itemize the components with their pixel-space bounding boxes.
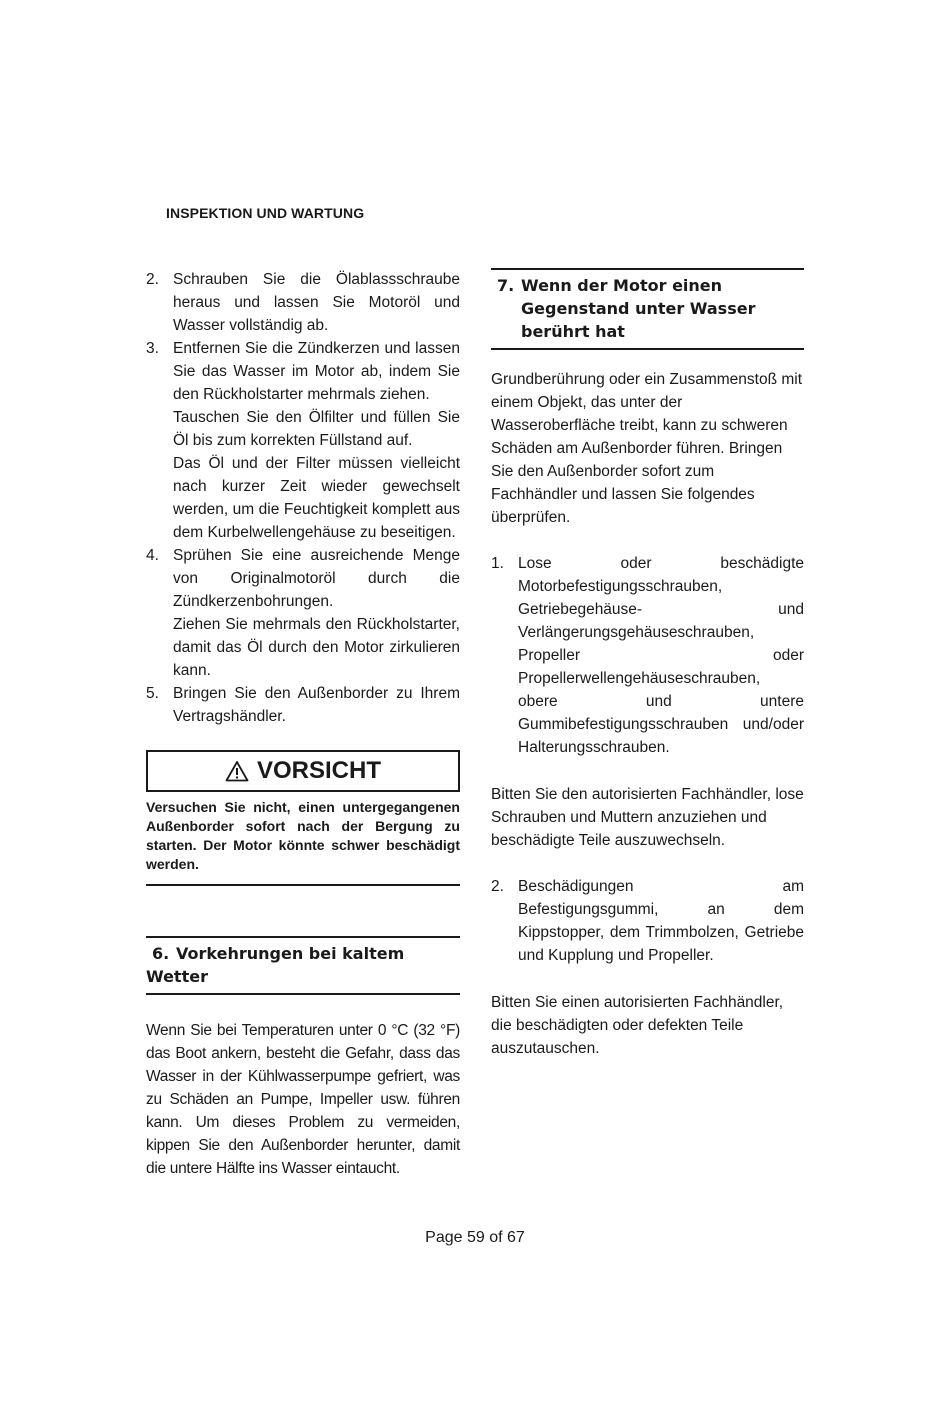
section-6-text: Wenn Sie bei Temperaturen unter 0 °C (32 °F) das Boot ankern, besteht die Gefahr, dass das Wasser in der Kühlwasserpumpe gefriert, was zu Schäden an Pumpe, Impeller usw. führen kann. Um dieses Problem zu vermeiden, kippen Sie den Außenborder herunter, damit die untere Hälfte ins Wasser eintaucht.	[146, 1022, 460, 1177]
right-column	[491, 268, 804, 1060]
list-item	[146, 268, 460, 337]
item-number: 2.	[491, 878, 504, 895]
caution-label: VORSICHT	[256, 757, 381, 784]
step-text: Entfernen Sie die Zündkerzen und lassen Sie das Wasser im Motor ab, indem Sie den Rückholstarter mehrmals ziehen.	[173, 340, 460, 403]
section-number: 7.	[497, 276, 515, 295]
section-number: 6.	[152, 944, 170, 963]
step-text: Das Öl und der Filter müssen vielleicht nach kurzer Zeit wieder gewechselt werden, um die Feuchtigkeit komplett aus dem Kurbelwellengehäuse zu beseitigen.	[173, 455, 460, 541]
left-column	[146, 268, 460, 1180]
section-7-heading	[491, 268, 804, 350]
item-text: Beschädigungen am Befestigungsgummi, an dem Kippstopper, dem Trimmbolzen, Getriebe und Kupplung und Propeller.	[518, 878, 804, 964]
list-item	[146, 337, 460, 544]
step-number: 2.	[146, 271, 159, 288]
list-item	[491, 875, 804, 967]
item-number: 1.	[491, 555, 504, 572]
list-item	[491, 552, 804, 759]
check-list	[491, 552, 804, 759]
step-list	[146, 268, 460, 728]
step-text: Ziehen Sie mehrmals den Rückholstarter, damit das Öl durch den Motor zirkulieren kann.	[173, 616, 460, 679]
running-header: INSPEKTION UND WARTUNG	[166, 205, 365, 221]
section-7-intro: Grundberührung oder ein Zusammenstoß mit einem Objekt, das unter der Wasseroberfläche treibt, kann zu schweren Schäden am Außenborder führen. Bringen Sie den Außenborder sofort zum Fachhändler und lassen Sie folgendes überprüfen.	[491, 371, 803, 526]
step-number: 3.	[146, 340, 159, 357]
step-text: Sprühen Sie eine ausreichende Menge von Originalmotoröl durch die Zündkerzenbohrungen.	[173, 547, 460, 610]
step-number: 4.	[146, 547, 159, 564]
step-number: 5.	[146, 685, 159, 702]
note-text: Bitten Sie einen autorisierten Fachhändler, die beschädigten oder defekten Teile auszutauschen.	[491, 994, 784, 1057]
list-item	[146, 682, 460, 728]
step-text: Schrauben Sie die Ölablassschraube heraus und lassen Sie Motoröl und Wasser vollständig ab.	[173, 271, 460, 334]
caution-text: Versuchen Sie nicht, einen untergegangenen Außenborder sofort nach der Bergung zu starten. Der Motor könnte schwer beschädigt werden.	[146, 798, 460, 886]
page-number: Page 59 of 67	[425, 1229, 525, 1246]
section-6-heading	[146, 936, 460, 995]
list-item	[146, 544, 460, 682]
item-text: Lose oder beschädigte Motorbefestigungsschrauben, Getriebegehäuse- und Verlängerungsgehäuseschrauben, Propeller oder Propellerwellengehäuseschrauben, obere und untere Gummibefestigungsschrauben und/oder Halterungsschrauben.	[518, 555, 804, 756]
caution-box	[146, 750, 460, 792]
warning-triangle-icon	[225, 760, 249, 782]
section-title: Wenn der Motor einen Gegenstand unter Wasser berührt hat	[521, 276, 756, 341]
check-list	[491, 875, 804, 967]
step-text: Tauschen Sie den Ölfilter und füllen Sie Öl bis zum korrekten Füllstand auf.	[173, 409, 460, 449]
step-text: Bringen Sie den Außenborder zu Ihrem Vertragshändler.	[173, 685, 460, 725]
section-title: Vorkehrungen bei kaltem Wetter	[146, 944, 405, 986]
note-text: Bitten Sie den autorisierten Fachhändler, lose Schrauben und Muttern anzuziehen und beschädigte Teile auszuwechseln.	[491, 786, 804, 849]
